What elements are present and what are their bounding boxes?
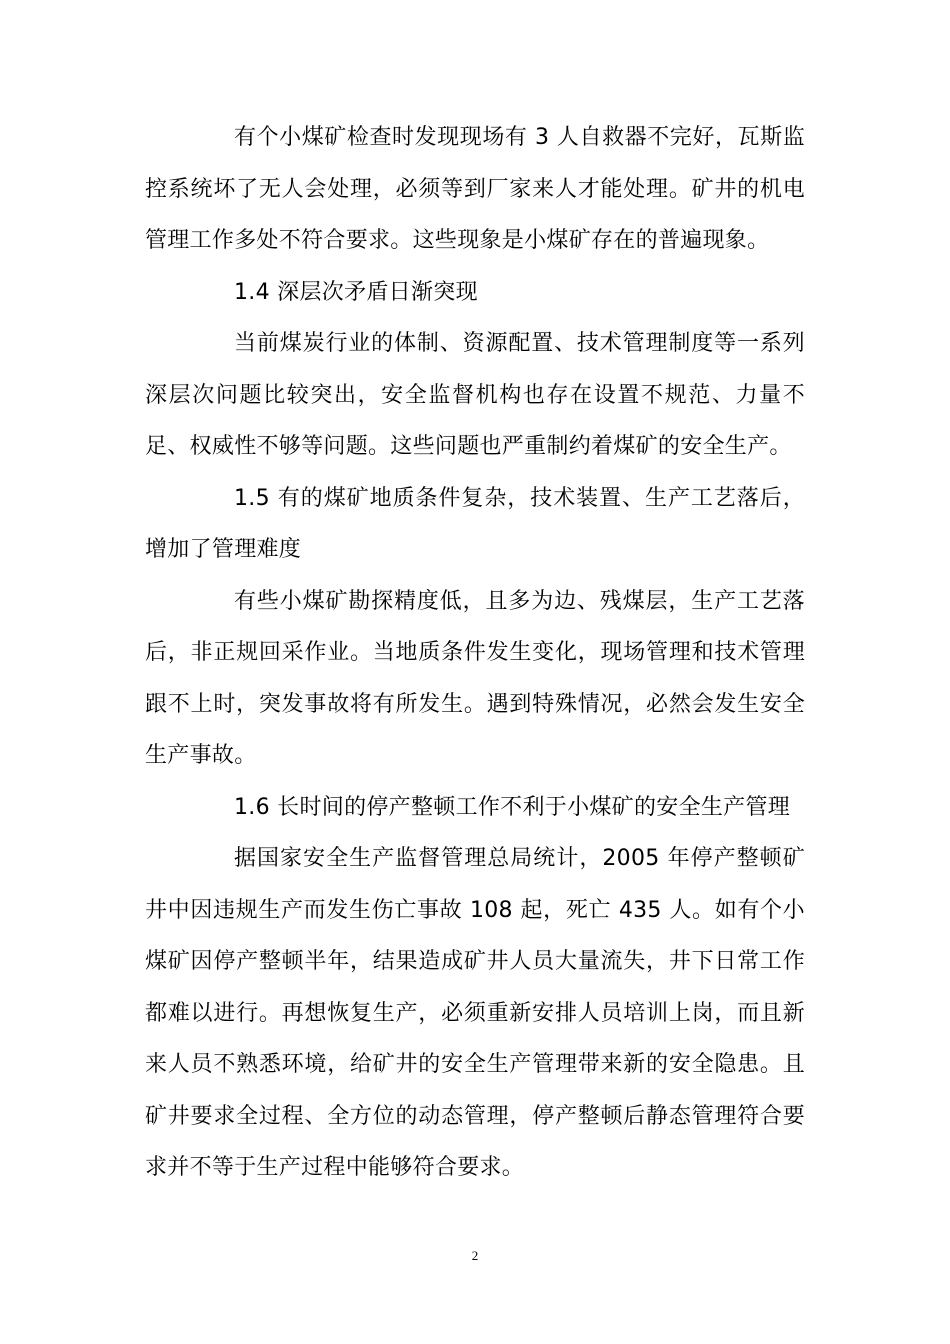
paragraph-deep-problems: 当前煤炭行业的体制、资源配置、技术管理制度等一系列深层次问题比较突出，安全监督机构也存在设置不规范、力量不足、权威性不够等问题。这些问题也严重制约着煤矿的安全生产。 xyxy=(145,331,805,459)
section-heading-1-6: 1.6 长时间的停产整顿工作不利于小煤矿的安全生产管理 xyxy=(234,794,791,820)
section-heading-1-4: 1.4 深层次矛盾日渐突现 xyxy=(234,279,478,305)
paragraph-self-rescuer: 有个小煤矿检查时发现现场有 3 人自救器不完好，瓦斯监控系统坏了无人会处理，必须等到厂家来人才能处理。矿井的机电管理工作多处不符合要求。这些现象是小煤矿存在的普遍现象。 xyxy=(145,125,805,253)
page-number: 2 xyxy=(471,1248,479,1263)
document-body xyxy=(145,112,805,1194)
paragraph-geology: 有些小煤矿勘探精度低，且多为边、残煤层，生产工艺落后，非正规回采作业。当地质条件发生变化，现场管理和技术管理跟不上时，突发事故将有所发生。遇到特殊情况，必然会发生安全生产事故。 xyxy=(145,588,805,768)
paragraph-statistics: 据国家安全生产监督管理总局统计，2005 年停产整顿矿井中因违规生产而发生伤亡事故 108 起，死亡 435 人。如有个小煤矿因停产整顿半年，结果造成矿井人员大量流失，井下日常工作都难以进行。再想恢复生产，必须重新安排人员培训上岗，而且新来人员不熟悉环境，给矿井的安全生产管理带来新的安全隐患。且矿井要求全过程、全方位的动态管理，停产整顿后静态管理符合要求并不等于生产过程中能够符合要求。 xyxy=(145,846,805,1180)
section-heading-1-5: 1.5 有的煤矿地质条件复杂，技术装置、生产工艺落后，增加了管理难度 xyxy=(145,485,805,562)
